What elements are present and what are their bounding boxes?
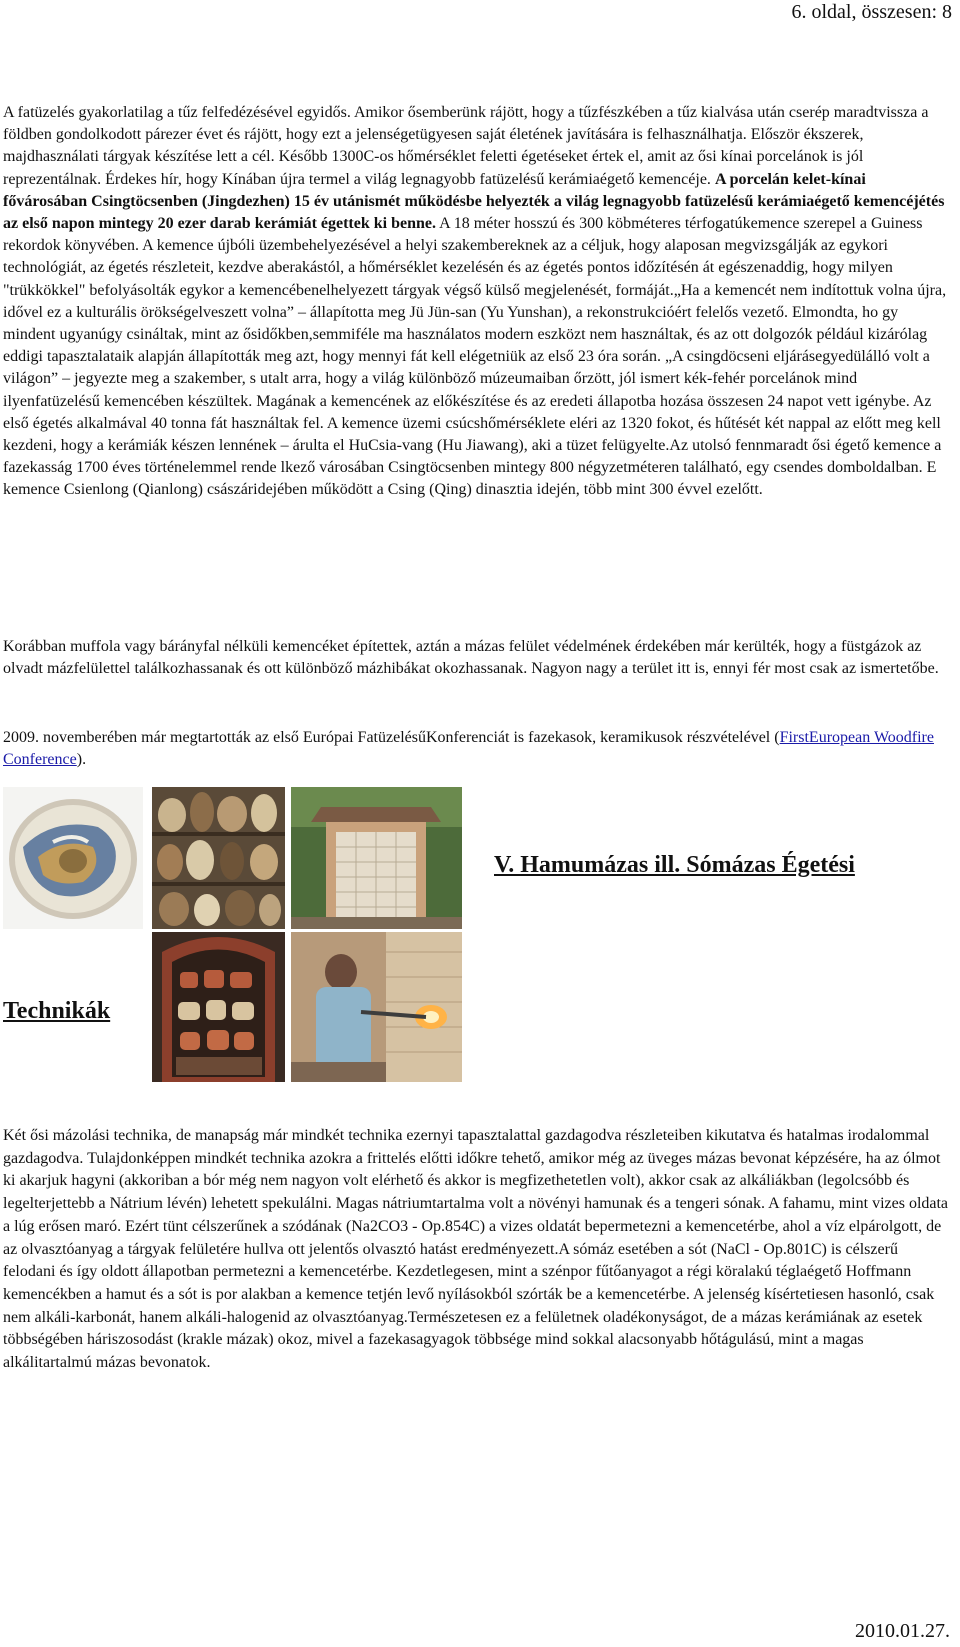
footer-date: 2010.01.27. (855, 1620, 950, 1642)
section-heading-techniques: Technikák (3, 998, 111, 1024)
conference-link[interactable]: FirstEuropean Woodfire Conference (3, 729, 934, 769)
page-counter: 6. oldal, összesen: 8 (791, 1, 952, 23)
paragraph-conference (3, 727, 953, 771)
paragraph-text: A 18 méter hosszú és 300 köbméteres térfogatúkemence szerepel a Guiness rekordok könyvében. A kemence újbóli üzembehelyezésével a helyi szakembereknek az a céljuk, hogy alaposan megvizsgálják az egykori technológiát, az égetés részleteit, kezdve aberakástól, a hőmérséklet kezelésén és az égetés pontos időzítésén át egészenaddig, hogy milyen "trükkökkel" befolyásolták egykor a kemencébenelhelyezett tárgyak végső külső megjelenését, formáját.„Ha a kemencét nem indítottuk volna újra, idővel ez a kulturális örökségelveszett volna” – állapította meg Jü Jün-san (Yu Yunshan), a rekonstrukcióért felelős vezető. Elmondta, ho gy mindent ugyanúgy csináltak, mint az ősidőkben,semmiféle ma használatos modern eszközt nem használtak, és az ott dolgozók például kizárólag eddigi tapasztalataik alapján állapították meg azt, hogy mennyi fát kell elégetniük az első 23 óra során. „A csingdöcseni eljárásegyedülálló volt a világon” – jegyezte meg a szakember, s utalt arra, hogy a világ különböző múzeumaiban őrzött, jól ismert kék-fehér porcelánok mind ilyenfatüzelésű kemencében készültek. Magának a kemencének az előkészítése és az eredeti állapotba hozása összesen 24 napot vett igénybe. Az első égetés alkalmával 40 tonna fát használtak fel. A kemence üzemi csúcshőmérséklete eléri az 1320 fokot, és hűtését két nappal az előtt meg kell kezdeni, hogy a kerámiák készen lennének – árulta el HuCsia-vang (Hu Jiawang), aki a tüzet felügyelte.Az utolsó fennmaradt ősi égető kemence a fazekasság 1700 éves történelemmel rende lkező városában Csingtöcsenben mintegy 800 négyzetméteren található, egy csendes domboldalban. E kemence Csienlong (Qianlong) császáridejében működött a Csing (Qing) dinasztia idején, több mint 300 évvel ezelőtt. (3, 215, 947, 499)
paragraph-text: 2009. novemberében már megtartották az első Európai FatüzelésűKonferenciát is fazekasok, keramikusok részvételével ( (3, 729, 780, 746)
paragraph-woodfire-history (3, 102, 953, 502)
brick-kiln-photo (291, 787, 462, 929)
pottery-shelves-photo (152, 787, 285, 929)
bold-news-sentence: A porcelán kelet-kínai fővárosában Csingtöcsenben (Jingdezhen) 15 év utánismét működésbe helyezték a világ legnagyobb fatüzelésű kerámiaégető kemencéjétés az első napon mintegy 20 ezer darab kerámiát égettek ki benne. (3, 170, 945, 233)
section-heading-ash-salt-glaze: V. Hamumázas ill. Sómázas Égetési (494, 852, 855, 878)
ash-glaze-plate-photo (3, 787, 143, 929)
potter-stoking-kiln-photo (291, 932, 462, 1082)
paragraph-text: ). (76, 751, 87, 769)
kiln-stacked-pots-photo (152, 932, 285, 1082)
paragraph-text: A fatüzelés gyakorlatilag a tűz felfedézésével egyidős. Amikor ősemberünk rájött, hogy a tűzfészkében a tűz kialvása után cserép maradtvissza a földben gondolkodott párezer évet és rájött, hogy ezt a jelenségetügyesen saját életének javítására is felhasználhatja. Először ékszerek, majdhasználati tárgyak készítése lett a cél. Később 1300C-os hőmérséklet feletti égetéseket értek el, amit az ősi kínai porcelánok is jól reprezentálnak. Érdekes hír, hogy Kínában újra termel a világ legnagyobb fatüzelésű kerámiaégető kemencéje. (3, 104, 929, 188)
paragraph-muffle-kilns: Korábban muffola vagy bárányfal nélküli kemencéket építettek, aztán a mázas felület védelmének érdekében már kerülték, hogy a füstgázok az olvadt mázfelülettel találkozhassanak és ott különböző mázhibákat okozhassanak. Nagyon nagy a terület itt is, ennyi fér most csak az ismertetőbe. (3, 638, 939, 678)
paragraph-glazing-techniques: Két ősi mázolási technika, de manapság már mindkét technika ezernyi tapasztalattal gazdagodva részleteiben kikutatva és hatalmas irodalommal gazdagodva. Tulajdonképpen mindkét technika azokra a frittelés előtti időkre tehető, amikor még az üveges mázas bevonat képzésére, ha az ólmot ki akarjuk hagyni (akkoriban a bór még nem nagyon volt elérhető és akkor is megfizethetetlen volt), akkor csak az alkáliákban (legolcsóbb és legelterjettebb a Nátrium lévén) lehetett spekulálni. Magas nátriumtartalma volt a növényi hamunak és a tengeri sónak. A fahamu, mint vizes oldata a lúg erősen maró. Ezért tünt célszerűnek a szódának (Na2CO3 - Op.854C) a vizes oldatát bepermetezni a kemencetérbe, ahol a víz elpárolgott, de az olvasztóanyag a tárgyak felületére hullva ott jelentős olvasztó hatást eredményezett.A sómáz esetében a sót (NaCl - Op.801C) is célszerű felodani és így oldott állapotban permetezni a kemencetérbe. Kezdetlegesen, mint a szénpor fűtőanyagot a régi köralakú téglaégető Hoffmann kemencékben a hamut és a sót is por alakban a kemence tetjén levő nyílásokból szórták be a kemencetérbe. A jelenség kísértetiesen hasonló, csak nem alkáli-karbonát, hanem alkáli-halogenid az olvasztóanyag.Természetesen ez a felületnek oladékonyságot, de a mázas kerámiának az esetek többségében háriszosodást (krakle mázak) okoz, mivel a fazekasagyagok többsége mind sokkal alacsonyabb hőtágulású, mint a magas alkálitartalmú mázas bevonatok. (3, 1127, 949, 1372)
